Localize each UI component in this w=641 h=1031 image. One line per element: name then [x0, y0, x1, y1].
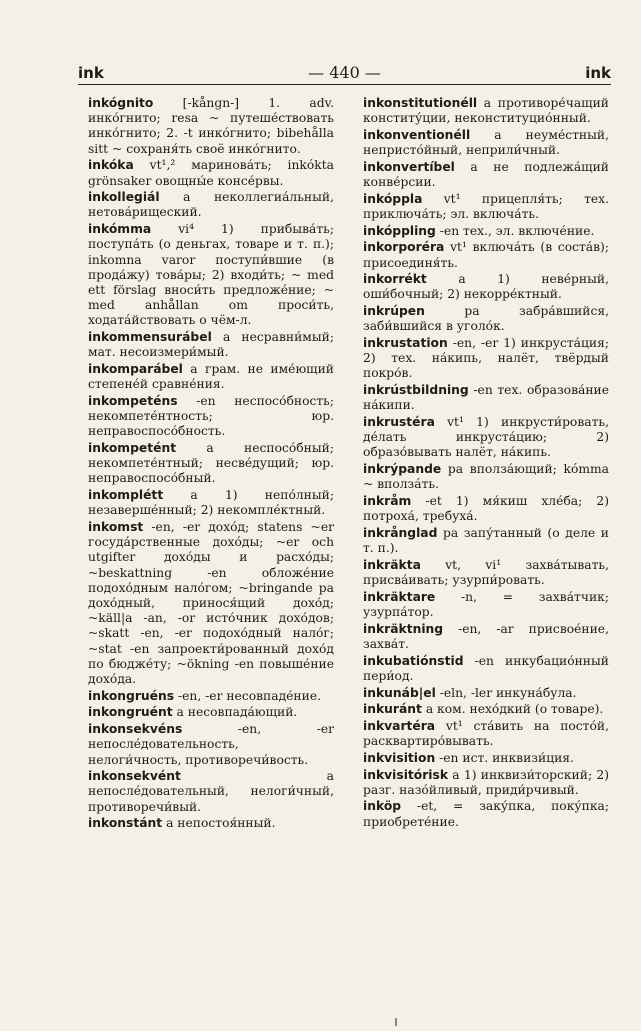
headword: inkompeténs [88, 393, 178, 408]
right-column [363, 96, 609, 831]
dictionary-entry [363, 799, 609, 829]
dictionary-entry [363, 558, 609, 588]
dictionary-entry [363, 494, 609, 524]
dictionary-entry [88, 96, 334, 157]
page-mark [395, 1018, 397, 1026]
headword: inkonsekvént [88, 769, 181, 784]
headword: inkóppling [363, 223, 436, 238]
headword: inkräkta [363, 557, 421, 572]
dictionary-entry [88, 816, 334, 831]
definition: vt¹ ста́вить на посто́й, расквартиро́вывать. [363, 718, 609, 749]
definition: vt¹ включа́ть (в соста́в); присоединя́ть. [363, 240, 609, 270]
definition: a не подлежа́щий конве́рсии. [363, 159, 609, 190]
dictionary-entry [363, 304, 609, 334]
definition: a непостоя́нный. [162, 816, 276, 831]
header-left-guide-word: ink [78, 64, 104, 82]
headword: inkubatiónstid [363, 653, 464, 668]
dictionary-entry [363, 462, 609, 492]
dictionary-entry [363, 768, 609, 798]
dictionary-entry [88, 769, 334, 815]
headword: inköp [363, 799, 402, 814]
dictionary-entry [363, 702, 609, 717]
definition: vi⁴ 1) прибыва́ть; поступа́ть (о деньгах, товаре и т. п.); inkomna varor поступи́вшие (в прода́жу) това́ры; 2) входи́ть; ~ med ett förslag вноси́ть предложе́ние; ~ med anhållan om проси́ть, ходата́йствовать о чём-л. [88, 222, 334, 328]
headword: inkógnito [88, 96, 154, 110]
dictionary-entry [363, 240, 609, 270]
dictionary-entry [88, 441, 334, 487]
headword: inkråm [363, 494, 412, 509]
definition: -et, = заку́пка, поку́пка; приобрете́ние. [363, 799, 609, 829]
definition: -en тех., эл. включе́ние. [435, 223, 595, 238]
headword: inkollegiál [88, 190, 160, 205]
header-right-guide-word: ink [585, 64, 611, 82]
headword: inkóppla [363, 191, 423, 206]
headword: inkräktning [363, 621, 444, 636]
headword: inkunáb|el [363, 685, 436, 700]
definition: vt¹ 1) инкрусти́ровать, де́лать инкруста́цию; 2) образо́вывать налёт, на́кипь. [363, 415, 609, 460]
definition: a неспосо́бный; некомпете́нтный; несве́дущий; юр. неправоспосо́бный. [88, 440, 334, 486]
dictionary-entry [363, 719, 609, 749]
definition: -en тех. образова́ние на́кипи. [363, 383, 609, 413]
definition: -en неспосо́бность; некомпете́нтность; юр. неправоспосо́бность. [88, 393, 334, 439]
headword: inkóka [88, 158, 134, 173]
dictionary-entry [363, 654, 609, 684]
definition: a несовпада́ющий. [172, 705, 298, 720]
headword: inkvartéra [363, 718, 436, 733]
dictionary-entry [363, 526, 609, 556]
definition: a неуме́стный, непристо́йный, неприли́чный. [363, 127, 609, 158]
headword: inkongruént [88, 705, 173, 720]
dictionary-entry [363, 686, 609, 701]
headword: inkomplétt [88, 488, 164, 503]
definition: -en, -er дохо́д; statens ~er госуда́рственные дохо́ды; ~er och utgifter дохо́ды и расхо́ды; ~beskattning -en обложе́ние подохо́дным нало́гом; ~bringande pa дохо́дный, принося́щий дохо́д; ~käll|a -an, -or исто́чник дохо́дов; ~skatt -en, -er подохо́дный нало́г; ~stat -en запроекти́рованный дохо́д по бюдже́ту; ~ökning -en повыше́ние дохо́да. [88, 519, 334, 687]
headword: inkvisition [363, 750, 436, 765]
dictionary-entry [363, 751, 609, 766]
headword: inkuránt [363, 702, 422, 717]
headword: inkrýpande [363, 462, 442, 477]
dictionary-entry [363, 272, 609, 302]
dictionary-entry [88, 722, 334, 768]
headword: inkorporéra [363, 240, 445, 255]
page-header [78, 62, 611, 85]
dictionary-entry [88, 190, 334, 220]
definition: pa вполза́ющий; kómma ~ вползáть. [363, 462, 609, 492]
definition: -en, -er непосле́довательность, нелоги́чность, противоречи́вость. [88, 722, 334, 767]
definition: vt, vi¹ захва́тывать, присва́ивать; узурпи́ровать. [363, 557, 609, 588]
headword: inkommensurábel [88, 330, 212, 345]
headword: inkomst [88, 519, 144, 534]
definition: -en, -ar присвое́ние, захва́т. [363, 621, 609, 651]
definition: -en, -er несовпаде́ние. [174, 688, 322, 703]
headword: inkómma [88, 222, 152, 237]
dictionary-entry [88, 689, 334, 704]
definition: a 1) инквизи́торский; 2) разг. назо́йливый, приди́рчивый. [363, 767, 609, 797]
definition: -n, = захва́тчик; узурпа́тор. [363, 589, 609, 619]
dictionary-entry [363, 224, 609, 239]
headword: inkrústbildning [363, 383, 469, 398]
left-column [88, 96, 334, 833]
headword: inkonvertíbel [363, 159, 455, 174]
headword: inkrånglad [363, 525, 438, 540]
dictionary-entry [88, 330, 334, 360]
headword: inkonstitutionéll [363, 96, 478, 110]
headword: inkonstánt [88, 816, 163, 831]
definition: a противоре́чащий конститу́ции, неконституцио́нный. [363, 96, 609, 126]
dictionary-entry [363, 383, 609, 413]
headword: inkrúpen [363, 304, 425, 319]
page-number: — 440 — [308, 63, 381, 82]
definition: -en ист. инквизи́ция. [435, 750, 574, 765]
dictionary-entry [88, 158, 334, 188]
dictionary-entry [363, 96, 609, 126]
definition: vt¹,² маринова́ть; inkókta grönsaker овощны́е консе́рвы. [88, 158, 334, 188]
definition: a 1) неве́рный, оши́бочный; 2) некорре́ктный. [363, 272, 609, 302]
dictionary-entry [363, 128, 609, 158]
definition: vt¹ прицепля́ть; тех. приключа́ть; эл. включа́ть. [363, 191, 609, 221]
headword: inkonsekvéns [88, 722, 183, 737]
headword: inkrustéra [363, 415, 435, 430]
dictionary-entry [88, 222, 334, 328]
headword: inkräktare [363, 589, 436, 604]
definition: -et 1) мя́киш хле́ба; 2) потроха́, требуха́. [363, 494, 609, 524]
definition: a ком. нехо́дкий (о товаре). [421, 702, 604, 717]
headword: inkrustation [363, 336, 448, 351]
dictionary-entry [363, 336, 609, 382]
dictionary-entry [363, 622, 609, 652]
definition: a непосле́довательный, нелоги́чный, противоречи́вый. [88, 769, 334, 814]
dictionary-entry [363, 192, 609, 222]
headword: inkomparábel [88, 361, 183, 376]
dictionary-entry [88, 520, 334, 687]
headword: inkongruéns [88, 688, 175, 703]
dictionary-entry [88, 394, 334, 440]
dictionary-entry [363, 415, 609, 461]
dictionary-entry [88, 705, 334, 720]
definition: -eln, -ler инкуна́була. [435, 685, 577, 700]
dictionary-entry [88, 362, 334, 392]
definition: -en инкубацио́нный пери́од. [363, 653, 609, 683]
headword: inkonventionéll [363, 127, 471, 142]
definition: -en, -er 1) инкруста́ция; 2) тех. на́кипь, налёт, твёрдый покро́в. [363, 336, 609, 381]
definition: a 1) непо́лный; незаверше́нный; 2) некомпле́ктный. [88, 488, 334, 518]
dictionary-entry [363, 590, 609, 620]
definition: pa забра́вшийся, заби́вшийся в уголо́к. [363, 304, 609, 334]
definition: a неколлегиа́льный, нетова́рищеский. [88, 190, 334, 220]
headword: inkorrékt [363, 272, 427, 287]
definition: a несравни́мый; мат. несоизмери́мый. [88, 330, 334, 360]
definition: [-kångn-] 1. adv. инко́гнито; resa ~ путеше́ствовать инко́гнито; 2. -t инко́гнито; bibehålla sitt ~ сохраня́ть своё инко́гнито. [88, 96, 334, 156]
dictionary-entry [363, 160, 609, 190]
headword: inkvisitórisk [363, 767, 449, 782]
definition: pa запу́танный (о деле и т. п.). [363, 525, 609, 556]
dictionary-entry [88, 488, 334, 518]
definition: a грам. не име́ющий степене́й сравне́ния. [88, 361, 334, 392]
headword: inkompetént [88, 440, 177, 455]
